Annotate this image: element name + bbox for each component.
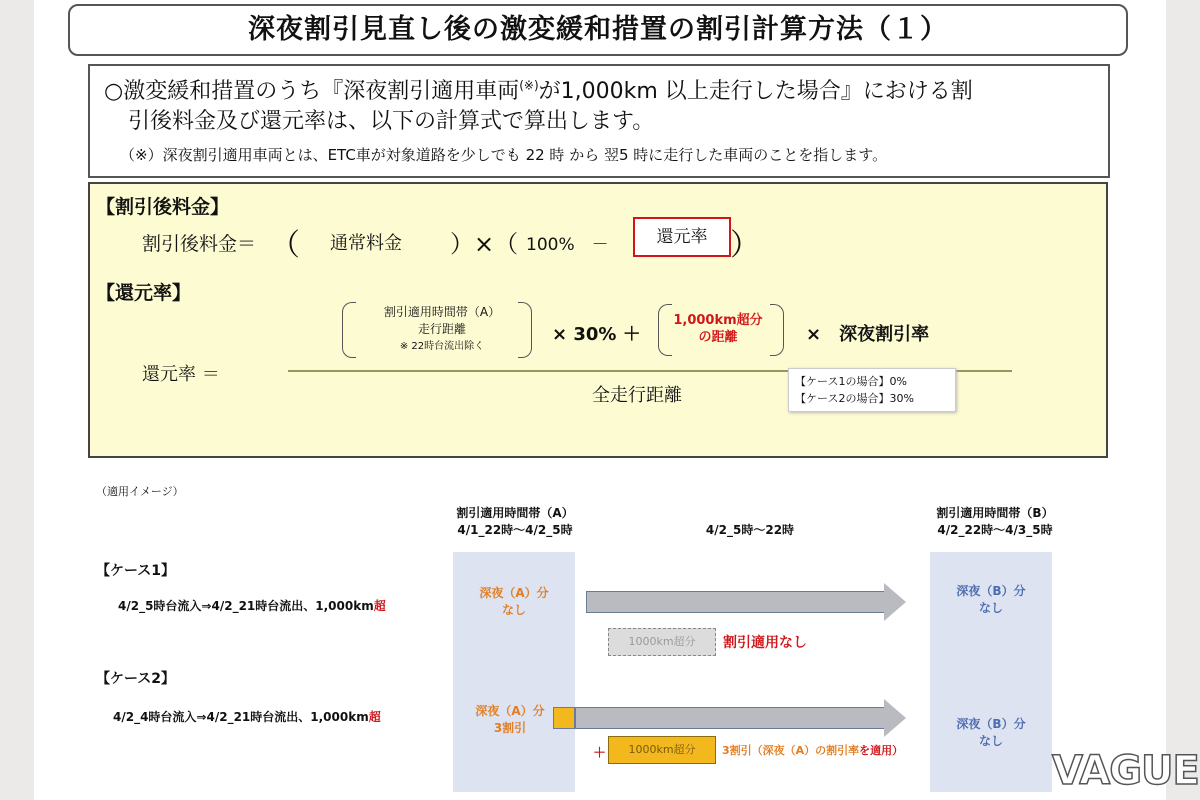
over-distance [668,312,768,346]
rate-lhs: 還元率 ＝ [142,364,220,385]
times-night-rate: × 深夜割引率 [806,324,930,345]
case2-result [722,742,903,758]
over-mark: 超 [368,710,381,724]
status-line: 深夜（B）分 [956,584,1026,598]
case1-title: 【ケース1】 [96,563,176,579]
case2-title: 【ケース2】 [96,671,176,687]
status-line: なし [501,603,526,617]
rebate-rate-box: 還元率 [633,217,731,257]
case1-a-status [453,585,575,619]
over-mark: 超 [373,599,386,613]
case1-result: 割引適用なし [723,635,807,651]
case1-b-status [930,583,1052,617]
case-note-line: 【ケース1の場合】0% [795,375,907,388]
intro-line-2: 引後料金及び還元率は、以下の計算式で算出します。 [128,109,655,134]
close-paren: ） [730,228,760,263]
case2-arrow [575,707,884,729]
over-line: 1,000km超分 [673,313,763,328]
numerator-a [352,304,532,355]
case-rate-note [788,368,956,412]
fee-heading: 【割引後料金】 [96,196,230,218]
band-header-line: 4/1_22時～4/2_5時 [457,523,573,537]
band-header-line: 4/2_22時～4/3_5時 [937,523,1053,537]
paren-right [518,302,532,358]
status-line: なし [978,734,1003,748]
intro-note: （※）深夜割引適用車両とは、ETC車が対象道路を少しでも 22 時 から 翌5 時に走行した車両のことを指します。 [120,146,888,164]
case2-route [113,708,381,725]
case2-night-segment [553,707,575,729]
band-a-header [430,505,600,539]
status-line: 深夜（B）分 [956,717,1026,731]
rate-heading: 【還元率】 [96,282,192,304]
hundred-percent: 100% － [526,235,609,255]
intro-box [88,64,1110,178]
open-paren: （ [270,228,300,263]
case2-a-status [470,703,550,737]
intro-text: ○激変緩和措置のうち『深夜割引適用車両 [104,79,520,104]
result-text: 3割引（深夜（A）の割引率 [722,744,860,757]
status-line: 深夜（A）分 [475,704,545,718]
status-line: 3割引 [493,721,527,735]
route-text: 4/2_5時台流入⇒4/2_21時台流出、1,000km [118,599,374,613]
band-header-line: 割引適用時間帯（A） [456,506,574,520]
numerator-a-line: 割引適用時間帯（A） [383,305,501,319]
band-b-header [910,505,1080,539]
case1-over-box: 1000km超分 [608,628,716,656]
diagram-label: （適用イメージ） [96,485,184,498]
formula-box [88,182,1108,458]
band-mid-header: 4/2_5時～22時 [705,523,795,537]
case1-arrow [586,591,884,613]
intro-line-1 [104,74,973,105]
times-30: × 30% ＋ [552,324,641,345]
times-operator: ）×（ [450,230,519,258]
fee-lhs: 割引後料金＝ [142,233,257,255]
intro-text: が1,000km 以上走行した場合』における割 [538,79,973,104]
case2-b-status [930,716,1052,750]
footnote-mark: (※) [519,78,539,93]
case2-over-box: 1000km超分 [608,736,716,764]
page-title: 深夜割引見直し後の激変緩和措置の割引計算方法（１） [68,4,1128,56]
numerator-a-line: 走行距離 [417,322,466,336]
vague-logo: VAGUE [1052,748,1199,794]
route-text: 4/2_4時台流入⇒4/2_21時台流出、1,000km [113,710,369,724]
case-note-line: 【ケース2の場合】30% [795,392,914,405]
band-header-line: 割引適用時間帯（B） [936,506,1054,520]
plus-sign: ＋ [593,746,607,761]
denominator: 全走行距離 [592,385,682,406]
result-text: を適用） [859,744,904,757]
paren-right [770,304,784,356]
numerator-a-line: ※ 22時台流出除く [399,341,485,352]
over-line: の距離 [698,330,738,345]
normal-fee: 通常料金 [330,233,402,254]
status-line: なし [978,601,1003,615]
case1-route [118,597,386,614]
status-line: 深夜（A）分 [479,586,549,600]
